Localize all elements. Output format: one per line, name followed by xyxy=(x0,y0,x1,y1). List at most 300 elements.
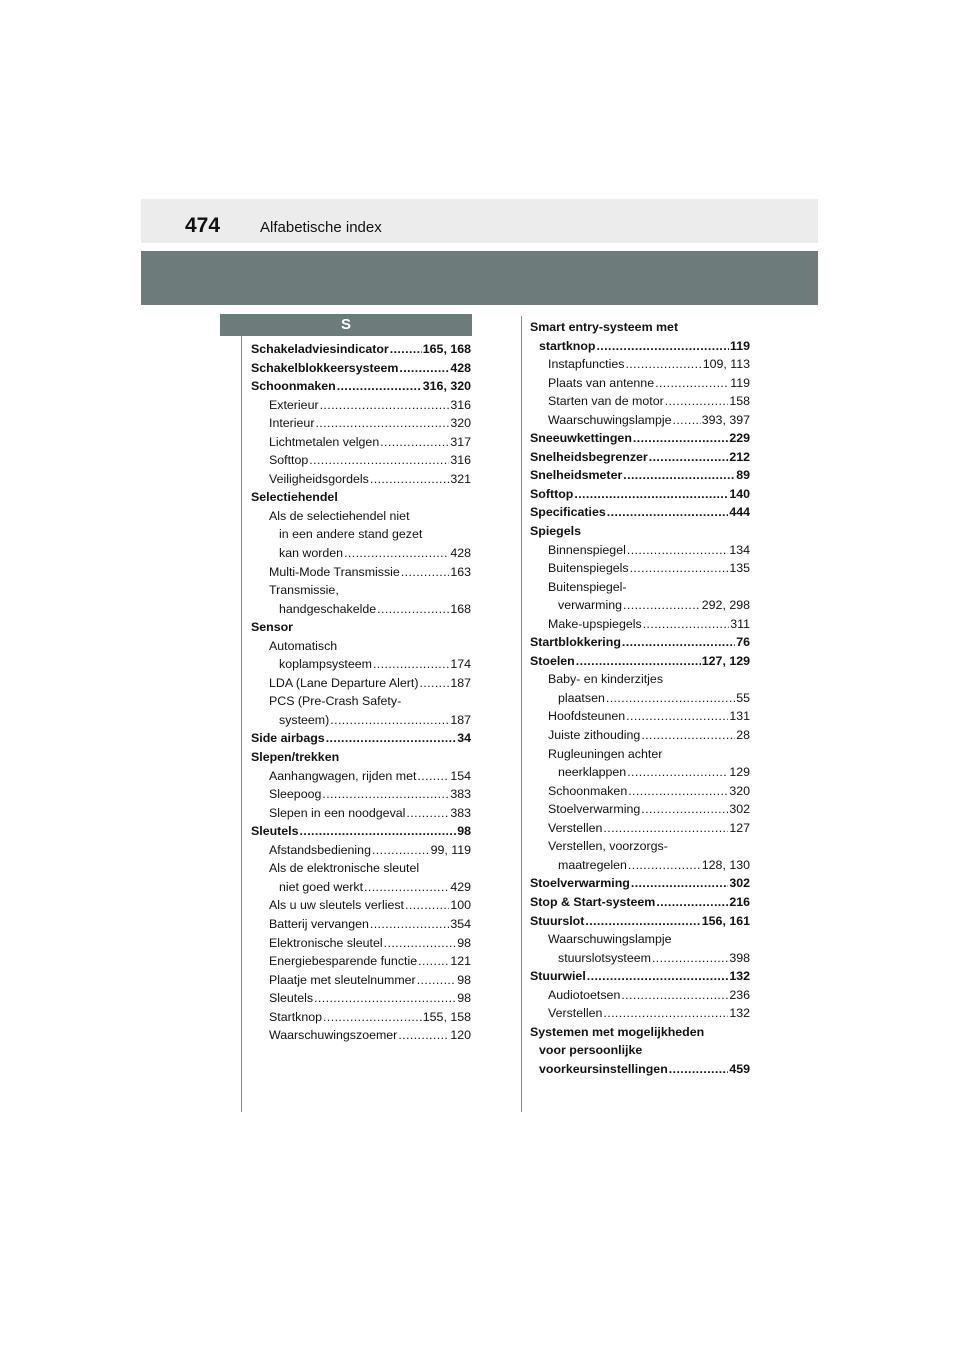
entry-term: Sleutels xyxy=(269,991,314,1006)
index-entry-line xyxy=(530,949,750,968)
index-entry-line xyxy=(530,763,750,782)
entry-pages: 459 xyxy=(729,1061,750,1076)
entry-pages: 76 xyxy=(736,635,750,650)
entry-term: verwarming xyxy=(558,598,623,613)
index-entry xyxy=(251,581,471,618)
entry-pages: 131 xyxy=(729,709,750,724)
index-entry-line xyxy=(251,878,471,897)
index-entry-line xyxy=(530,633,750,652)
index-entry-line xyxy=(251,655,471,674)
index-entry-line xyxy=(530,800,750,819)
dot-leader xyxy=(656,893,728,912)
entry-pages: 393, 397 xyxy=(701,412,750,427)
index-entry-line xyxy=(251,748,471,767)
index-entry-line xyxy=(530,652,750,671)
entry-pages: 119 xyxy=(730,338,750,353)
page-number: 474 xyxy=(185,214,221,237)
entry-term: Sneeuwkettingen xyxy=(530,431,632,446)
index-entry xyxy=(530,374,750,393)
index-entry-line xyxy=(530,1023,750,1042)
index-entry xyxy=(530,1004,750,1023)
index-entry xyxy=(251,767,471,786)
index-entry xyxy=(530,800,750,819)
header-bar xyxy=(141,199,818,243)
index-entry-line xyxy=(530,670,750,689)
entry-term: voorkeursinstellingen xyxy=(539,1061,668,1076)
index-entry xyxy=(530,578,750,615)
dot-leader xyxy=(364,878,449,897)
index-entry xyxy=(251,433,471,452)
index-entry xyxy=(251,729,471,748)
dot-leader xyxy=(323,1008,422,1027)
entry-pages: 317 xyxy=(450,434,471,449)
index-entry xyxy=(251,563,471,582)
entry-pages: 121 xyxy=(450,954,471,969)
index-entry-line xyxy=(251,785,471,804)
entry-pages: 429 xyxy=(450,879,471,894)
entry-term: Lichtmetalen velgen xyxy=(269,434,380,449)
index-entry xyxy=(251,896,471,915)
entry-term: Slepen in een noodgeval xyxy=(269,805,406,820)
index-entry xyxy=(530,726,750,745)
index-entry-line xyxy=(530,615,750,634)
entry-term: Smart entry-systeem met xyxy=(530,320,679,334)
entry-term: Elektronische sleutel xyxy=(269,935,383,950)
index-entry xyxy=(251,674,471,693)
index-entry xyxy=(530,615,750,634)
entry-pages: 444 xyxy=(729,505,750,520)
dot-leader xyxy=(627,541,728,560)
index-entry-line xyxy=(530,967,750,986)
index-entry xyxy=(251,822,471,841)
dot-leader xyxy=(607,503,729,522)
index-entry-line xyxy=(530,448,750,467)
dot-leader xyxy=(623,596,701,615)
index-entry xyxy=(530,503,750,522)
dot-leader xyxy=(628,856,701,875)
index-entry xyxy=(530,522,750,541)
index-entry xyxy=(530,837,750,874)
index-entry-line xyxy=(530,745,750,764)
entry-term: Softtop xyxy=(530,486,574,501)
entry-term: Waarschuwingszoemer xyxy=(269,1028,398,1043)
index-entry-line xyxy=(251,859,471,878)
dot-leader xyxy=(320,396,450,415)
entry-term: Buitenspiegels xyxy=(548,561,629,576)
index-entry-line xyxy=(530,837,750,856)
index-entry xyxy=(251,1008,471,1027)
dot-leader xyxy=(649,448,729,467)
entry-term: Rugleuningen achter xyxy=(548,746,663,761)
dot-leader xyxy=(641,800,728,819)
index-entry-line xyxy=(530,986,750,1005)
entry-pages: 158 xyxy=(729,394,750,409)
index-entry xyxy=(530,392,750,411)
index-entry-line xyxy=(251,729,471,748)
index-entry-line xyxy=(251,896,471,915)
index-entry xyxy=(530,1023,750,1079)
index-entry-line xyxy=(530,726,750,745)
entry-term: plaatsen xyxy=(558,690,605,705)
index-entry xyxy=(251,396,471,415)
header-band xyxy=(141,251,818,305)
dot-leader xyxy=(419,674,449,693)
index-entry-line xyxy=(530,707,750,726)
index-entry-line xyxy=(251,396,471,415)
index-entry-line xyxy=(530,559,750,578)
dot-leader xyxy=(315,414,449,433)
index-entry xyxy=(251,340,471,359)
entry-term: Verstellen, voorzorgs- xyxy=(548,839,668,854)
entry-pages: 302 xyxy=(729,802,750,817)
entry-term: Sleutels xyxy=(251,824,299,839)
entry-term: Spiegels xyxy=(530,524,581,539)
dot-leader xyxy=(370,915,449,934)
entry-term: Schakelblokkeersysteem xyxy=(251,360,399,375)
entry-term: Als de selectiehendel niet xyxy=(269,508,410,523)
index-entry xyxy=(530,707,750,726)
entry-pages: 127, 129 xyxy=(701,653,750,668)
index-entry xyxy=(530,967,750,986)
index-entry-line xyxy=(251,340,471,359)
entry-term: LDA (Lane Departure Alert) xyxy=(269,675,419,690)
dot-leader xyxy=(399,359,449,378)
dot-leader xyxy=(406,804,449,823)
index-entry xyxy=(251,507,471,563)
entry-term: Plaats van antenne xyxy=(548,375,655,390)
page-title: Alfabetische index xyxy=(260,219,382,236)
entry-term: Audiotoetsen xyxy=(548,987,621,1002)
index-entry-line xyxy=(251,618,471,637)
entry-term: Verstellen xyxy=(548,1006,603,1021)
entry-term: Automatisch xyxy=(269,638,338,653)
dot-leader xyxy=(330,711,449,730)
index-entry xyxy=(251,748,471,767)
index-entry xyxy=(251,785,471,804)
index-entry xyxy=(530,652,750,671)
dot-leader xyxy=(401,563,449,582)
index-entry-line xyxy=(251,711,471,730)
dot-leader xyxy=(623,466,735,485)
dot-leader xyxy=(625,355,701,374)
entry-pages: 156, 161 xyxy=(701,913,750,928)
index-entry-line xyxy=(251,563,471,582)
entry-term: Als u uw sleutels verliest xyxy=(269,898,404,913)
entry-pages: 311 xyxy=(730,616,750,631)
entry-pages: 320 xyxy=(450,416,471,431)
entry-term: Als de elektronische sleutel xyxy=(269,861,420,876)
index-entry-line xyxy=(530,1004,750,1023)
entry-term: Veiligheidsgordels xyxy=(269,471,369,486)
entry-pages: 174 xyxy=(450,657,471,672)
entry-term: Afstandsbediening xyxy=(269,842,371,857)
index-column-left xyxy=(251,340,471,1045)
entry-pages: 132 xyxy=(729,969,750,984)
index-entry xyxy=(251,915,471,934)
dot-leader xyxy=(603,1004,728,1023)
dot-leader xyxy=(621,986,728,1005)
index-entry xyxy=(251,618,471,637)
index-entry xyxy=(530,912,750,931)
entry-pages: 28 xyxy=(736,728,750,743)
entry-term: Aanhangwagen, rijden met xyxy=(269,768,417,783)
index-entry-line xyxy=(251,692,471,711)
index-entry-line xyxy=(251,989,471,1008)
dot-leader xyxy=(626,707,728,726)
entry-pages: 34 xyxy=(457,731,471,746)
index-entry xyxy=(251,692,471,729)
entry-pages: 98 xyxy=(457,972,471,987)
index-entry xyxy=(251,488,471,507)
dot-leader xyxy=(417,971,457,990)
entry-pages: 99, 119 xyxy=(430,842,471,857)
index-entry-line xyxy=(530,578,750,597)
index-entry-line xyxy=(530,429,750,448)
dot-leader xyxy=(631,874,728,893)
index-entry xyxy=(251,804,471,823)
entry-pages: 135 xyxy=(729,561,750,576)
index-entry-line xyxy=(530,782,750,801)
index-entry-line xyxy=(251,488,471,507)
entry-pages: 154 xyxy=(450,768,471,783)
index-entry-line xyxy=(530,541,750,560)
index-entry-line xyxy=(251,952,471,971)
entry-term: PCS (Pre-Crash Safety- xyxy=(269,694,402,709)
entry-term: Stoelverwarming xyxy=(530,876,630,891)
dot-leader xyxy=(606,689,735,708)
dot-leader xyxy=(322,785,449,804)
entry-term: handgeschakelde xyxy=(279,601,377,616)
entry-term: koplampsysteem xyxy=(279,657,372,672)
index-entry-line xyxy=(251,804,471,823)
dot-leader xyxy=(326,729,457,748)
entry-term: niet goed werkt xyxy=(279,879,364,894)
entry-pages: 119 xyxy=(730,375,750,390)
dot-leader xyxy=(655,374,729,393)
index-entry xyxy=(251,859,471,896)
index-entry-line xyxy=(251,377,471,396)
index-entry xyxy=(530,782,750,801)
entry-term: Baby- en kinderzitjes xyxy=(548,672,664,687)
index-entry xyxy=(530,745,750,782)
index-entry xyxy=(530,411,750,430)
dot-leader xyxy=(652,949,728,968)
dot-leader xyxy=(633,429,728,448)
dot-leader xyxy=(372,841,430,860)
dot-leader xyxy=(344,544,449,563)
dot-leader xyxy=(585,912,700,931)
entry-term: Exterieur xyxy=(269,397,319,412)
index-entry-line xyxy=(251,1026,471,1045)
entry-term: Verstellen xyxy=(548,820,603,835)
entry-term: Batterij vervangen xyxy=(269,916,369,931)
entry-term: Stop & Start-systeem xyxy=(530,894,656,909)
entry-pages: 302 xyxy=(729,876,750,891)
dot-leader xyxy=(628,782,728,801)
entry-term: Startblokkering xyxy=(530,635,621,650)
column-rule-left xyxy=(241,336,242,1112)
entry-term: Interieur xyxy=(269,416,315,431)
index-entry-line xyxy=(251,544,471,563)
column-rule-right xyxy=(521,316,522,1112)
entry-term: Systemen met mogelijkheden xyxy=(530,1024,705,1039)
entry-term: Juiste zithouding xyxy=(548,728,641,743)
index-entry-line xyxy=(530,930,750,949)
index-entry-line xyxy=(530,1060,750,1079)
index-entry xyxy=(251,934,471,953)
index-entry-line xyxy=(251,433,471,452)
dot-leader xyxy=(627,763,728,782)
dot-leader xyxy=(665,392,729,411)
dot-leader xyxy=(373,655,449,674)
entry-term: Starten van de motor xyxy=(548,394,664,409)
entry-term: startknop xyxy=(539,338,596,353)
index-entry xyxy=(530,893,750,912)
entry-term: Binnenspiegel xyxy=(548,542,626,557)
index-entry xyxy=(530,670,750,707)
index-entry-line xyxy=(530,466,750,485)
entry-pages: 55 xyxy=(736,690,750,705)
entry-pages: 100 xyxy=(450,898,471,913)
index-entry xyxy=(251,952,471,971)
dot-leader xyxy=(417,767,449,786)
entry-term: Multi-Mode Transmissie xyxy=(269,564,400,579)
index-entry-line xyxy=(251,470,471,489)
entry-pages: 134 xyxy=(729,542,750,557)
entry-pages: 187 xyxy=(450,675,471,690)
entry-pages: 354 xyxy=(450,916,471,931)
entry-pages: 292, 298 xyxy=(701,598,750,613)
entry-term: Side airbags xyxy=(251,731,325,746)
index-entry-line xyxy=(251,600,471,619)
entry-term: Waarschuwingslampje xyxy=(548,412,672,427)
entry-term: Snelheidsbegrenzer xyxy=(530,449,648,464)
entry-term: Schoonmaken xyxy=(548,783,628,798)
index-entry-line xyxy=(251,915,471,934)
dot-leader xyxy=(576,652,701,671)
index-entry xyxy=(251,1026,471,1045)
index-entry-line xyxy=(251,637,471,656)
index-entry xyxy=(530,466,750,485)
dot-leader xyxy=(622,633,735,652)
entry-term: neerklappen xyxy=(558,765,627,780)
dot-leader xyxy=(603,819,728,838)
entry-pages: 98 xyxy=(457,991,471,1006)
dot-leader xyxy=(405,896,449,915)
index-entry-line xyxy=(530,1041,750,1060)
index-entry xyxy=(251,637,471,674)
entry-pages: 320 xyxy=(729,783,750,798)
entry-pages: 316 xyxy=(450,453,471,468)
entry-term: Buitenspiegel- xyxy=(548,579,627,594)
entry-pages: 212 xyxy=(729,449,750,464)
entry-pages: 216 xyxy=(729,894,750,909)
index-entry xyxy=(251,971,471,990)
entry-term: in een andere stand gezet xyxy=(279,527,423,542)
index-entry-line xyxy=(530,355,750,374)
entry-term: stuurslotsysteem xyxy=(558,950,651,965)
index-entry-line xyxy=(251,451,471,470)
index-entry xyxy=(251,841,471,860)
entry-term: Schakeladviesindicator xyxy=(251,342,389,356)
entry-term: Stuurwiel xyxy=(530,969,586,984)
index-entry xyxy=(530,559,750,578)
dot-leader xyxy=(314,989,456,1008)
entry-term: Slepen/trekken xyxy=(251,750,340,765)
index-entry xyxy=(251,451,471,470)
index-entry xyxy=(530,930,750,967)
index-entry-line xyxy=(251,359,471,378)
index-entry xyxy=(530,429,750,448)
entry-pages: 155, 158 xyxy=(422,1009,471,1024)
dot-leader xyxy=(643,615,730,634)
index-entry-line xyxy=(530,485,750,504)
entry-pages: 109, 113 xyxy=(702,357,750,372)
entry-pages: 383 xyxy=(450,805,471,820)
entry-pages: 165, 168 xyxy=(422,342,471,356)
entry-term: Plaatje met sleutelnummer xyxy=(269,972,416,987)
index-entry-line xyxy=(530,689,750,708)
index-entry xyxy=(530,874,750,893)
entry-pages: 89 xyxy=(736,468,750,483)
index-entry-line xyxy=(530,874,750,893)
dot-leader xyxy=(673,411,701,430)
entry-term: Stuurslot xyxy=(530,913,585,928)
index-entry xyxy=(251,414,471,433)
dot-leader xyxy=(641,726,735,745)
dot-leader xyxy=(574,485,728,504)
index-entry xyxy=(530,318,750,355)
entry-term: Make-upspiegels xyxy=(548,616,642,631)
entry-term: Instapfuncties xyxy=(548,357,625,372)
entry-pages: 236 xyxy=(729,987,750,1002)
index-entry-line xyxy=(530,337,750,356)
entry-term: Specificaties xyxy=(530,505,606,520)
index-entry-line xyxy=(251,1008,471,1027)
index-entry-line xyxy=(251,507,471,526)
entry-term: systeem) xyxy=(279,712,330,727)
index-entry xyxy=(530,819,750,838)
entry-pages: 187 xyxy=(450,712,471,727)
dot-leader xyxy=(337,377,422,396)
entry-pages: 398 xyxy=(729,950,750,965)
entry-pages: 229 xyxy=(729,431,750,446)
index-entry-line xyxy=(530,503,750,522)
dot-leader xyxy=(418,952,449,971)
entry-term: kan worden xyxy=(279,546,344,561)
entry-pages: 163 xyxy=(450,564,471,579)
index-entry-line xyxy=(530,912,750,931)
index-entry-line xyxy=(530,411,750,430)
dot-leader xyxy=(587,967,729,986)
entry-term: Energiebesparende functie xyxy=(269,954,418,969)
entry-pages: 132 xyxy=(729,1006,750,1021)
index-entry-line xyxy=(251,525,471,544)
index-entry-line xyxy=(530,374,750,393)
entry-term: Softtop xyxy=(269,453,309,468)
dot-leader xyxy=(669,1060,729,1079)
dot-leader xyxy=(596,337,729,356)
entry-term: Waarschuwingslampje xyxy=(548,932,672,947)
entry-term: Selectiehendel xyxy=(251,490,338,505)
entry-term: maatregelen xyxy=(558,857,627,872)
entry-pages: 140 xyxy=(729,486,750,501)
index-entry-line xyxy=(530,522,750,541)
entry-pages: 98 xyxy=(457,824,471,839)
index-entry xyxy=(530,355,750,374)
index-entry xyxy=(251,377,471,396)
entry-pages: 168 xyxy=(450,601,471,616)
